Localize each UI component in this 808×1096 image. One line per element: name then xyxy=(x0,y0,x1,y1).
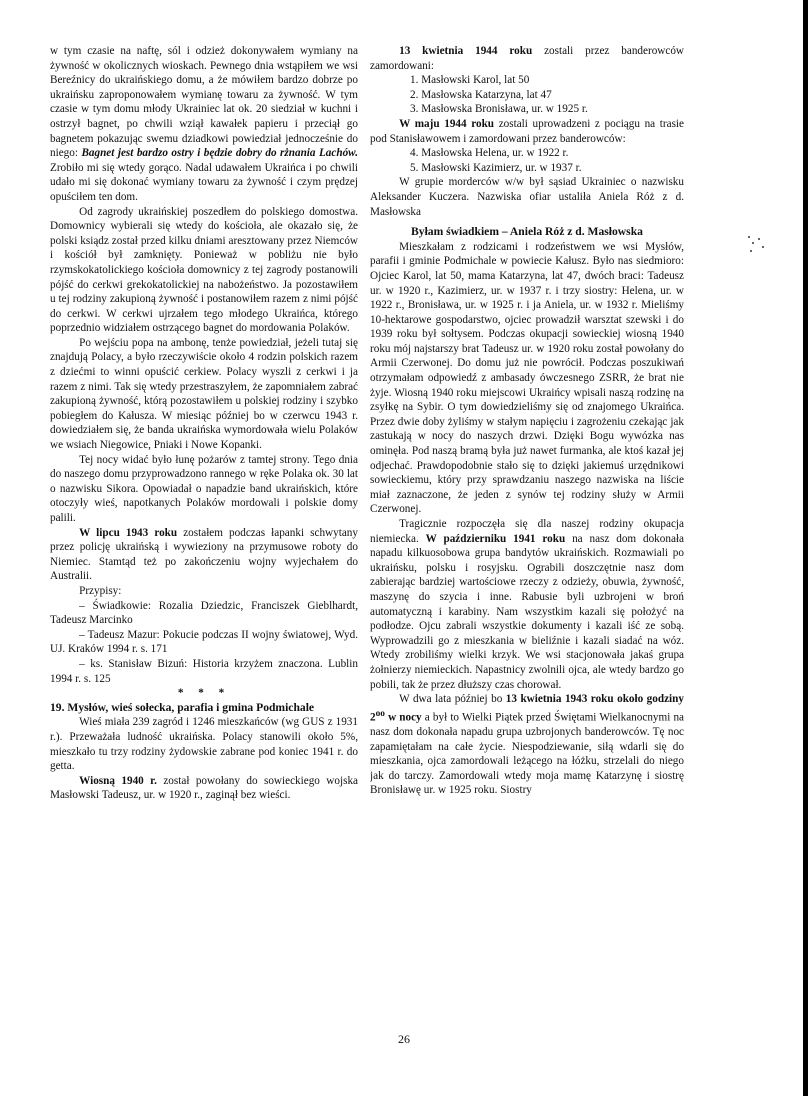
paragraph: Od zagrody ukraińskiej poszedłem do polskiego domostwa. Domownicy wybierali się wtedy do kościoła, ale okazało się, że polski ksiądz został przed kilku dniami aresztowany przez Niemców i kościół był zamknięty. Ponieważ w pobliżu nie było rzymskokatolickiego kościoła domownicy z tej zagrody postanowili pójść do cerkwi grekokatolickiej na nabożeństwo. Ja pozostawiłem u tej rodziny zakupioną żywność i postanowiłem razem z nimi pójść do cerkwi. W cerkwi ujrzałem tego młodego Ukraińca, którego poprzednio widziałem ostrzącego bagnet do mordowania Polaków. xyxy=(50,205,358,335)
text: w tym czasie na naftę, sól i odzież dokonywałem wymiany na żywność w okolicznych wioskach. Pewnego dnia wstąpiłem we wsi Bereźnicy do ukraińskiego domu, a że mówiłem bardzo dobrze po ukraińsku zaproponowałem wymianę towaru za żywność. W tym czasie w tym domu młody Ukrainiec lat ok. 20 siedział w kuchni i ostrzył bagnet, po chwili wziął kawałek papieru i przeciął go bagnetem pokazując swemu dziadkowi powiedział jednocześnie do niego: xyxy=(50,45,358,160)
list-item: 5. Masłowski Kazimierz, ur. w 1937 r. xyxy=(410,161,582,174)
page-number: 26 xyxy=(398,1032,410,1046)
witness-heading: Byłam świadkiem – Aniela Róż z d. Masłowska xyxy=(411,225,643,239)
paragraph: Mieszkałam z rodzicami i rodzeństwem we wsi Mysłów, parafii i gminie Podmichale w powiecie Kałusz. Było nas siedmioro: Ojciec Karol, lat 50, mama Katarzyna, lat 47, dwóch braci: Tadeusz ur. w 1920 r., Kazimierz, ur. w 1937 r. i trzy siostry: Helena, ur. w 1922 r., Bronisława, ur. w 1925 r. i ja Aniela, ur. w 1932 r. Mieliśmy 10-hektarowe gospodarstwo, ojciec prowadził warsztat szewski i do 1939 roku był sołtysem. Podczas okupacji sowieckiej wiosną 1940 roku mój najstarszy brat Tadeusz ur. w 1920 roku został powołany do Armii Czerwonej. Do domu już nie powrócił. Podczas poszukiwań otrzymałam odpowiedź z ambasady ówczesnego ZSRR, że brat nie żyje. Wiosną 1940 roku miejscowi Ukraińcy wpisali naszą rodzinę na zsyłkę na Sybir. O tym dowiedzieliśmy się od znajomego Ukraińca. Przez dwie doby żyliśmy w stałym napięciu i zagrożeniu czekając jak zastukają w nocy do naszych drzwi. Dzięki Bogu wywózka nas ominęła. Pod naszą bramą była już nawet furmanka, ale ktoś kazał jej odjechać. Prawdopodobnie stało się to dzięki jakiemuś urzędnikowi sowieckiemu, który przy sprawdzaniu naszego nazwiska na liście miał zaznaczone, że jeden z synów tej rodziny służy w Armii Czerwonej. xyxy=(370,240,684,516)
paragraph xyxy=(370,517,684,692)
footnote: – Świadkowie: Rozalia Dziedzic, Franciszek Gieblhardt, Tadeusz Marcinko xyxy=(50,599,358,627)
right-column xyxy=(370,44,684,1044)
scan-edge xyxy=(803,0,808,1096)
text: a był to Wielki Piątek przed Świętami Wielkanocnymi na nasz dom dokonała napadu grupa uzbrojonych banderowców. Tę noc zapamiętałam na całe życie. Niespodziewanie, siłą wdarli się do mieszkania, ojca zamordowali leżącego na łóżku, strzelali do niego jak do tarczy. Zamordowali wtedy moja mamę Katarzynę i siostrę Bronisławę ur. w 1925 roku. Siostry xyxy=(370,711,684,797)
paragraph xyxy=(370,692,684,798)
date-emphasis: W maju 1944 roku xyxy=(399,117,495,130)
date-emphasis: 13 kwietnia 1943 roku około godziny 2 xyxy=(370,693,684,724)
victims-list xyxy=(370,73,684,117)
footnotes-title: Przypisy: xyxy=(79,584,122,597)
section-heading: 19. Mysłów, wieś sołecka, parafia i gmina Podmichale xyxy=(50,700,315,714)
date-emphasis: W lipcu 1943 roku xyxy=(79,526,178,539)
list-item: 3. Masłowska Bronisława, ur. w 1925 r. xyxy=(410,103,588,116)
text: Tragicznie rozpoczęła się dla naszej rodziny okupacja niemiecka. xyxy=(370,518,684,545)
list-item: 2. Masłowska Katarzyna, lat 47 xyxy=(410,88,552,101)
footnote: – ks. Stanisław Bizuń: Historia krzyżem znaczona. Lublin 1994 r. s. 125 xyxy=(50,657,358,685)
section-separator: * * * xyxy=(177,687,231,700)
text: zostałem podczas łapanki schwytany przez policję ukraińską i wywieziony na przymusowe roboty do Niemiec. Stamtąd też po zakończeniu wojny wyjechałem do Australii. xyxy=(50,526,358,583)
paragraph: W grupie morderców w/w był sąsiad Ukrainiec o nazwisku Aleksander Kuczera. Nazwiska ofiar ustaliła Aniela Róż z d. Masłowska xyxy=(370,176,684,218)
time-emphasis: w nocy xyxy=(388,711,422,724)
paragraph xyxy=(50,44,358,205)
paragraph xyxy=(370,117,684,146)
text: został powołany do sowieckiego wojska Masłowski Tadeusz, ur. w 1920 r., zaginął bez wieści. xyxy=(50,774,358,802)
victims-list-2 xyxy=(370,146,684,175)
paragraph: Tej nocy widać było łunę pożarów z tamtej strony. Tego dnia do naszego domu przyprowadzono rannego w ręke Polaka ok. 30 lat o nazwisku Sikora. Opowiadał o napadzie band ukraińskich, które otoczyły wieś, napotkanych Polaków mordowali i polskie domy palili. xyxy=(50,453,358,524)
date-emphasis: Wiosną 1940 r. xyxy=(79,774,157,787)
text: W dwa lata później bo xyxy=(399,693,503,706)
text: na nasz dom dokonała napadu kilkuosobowa grupa bandytów ukraińskich. Rozmawiali po ukraińsku, polsku i rosyjsku. Ograbili doszczętnie nasz dom zabierając bardziej wartościowe rzeczy z odzieży, obuwia, żywność, maszynę do szycia i inne. Rabusie byli uzbrojeni w broń automatyczną i karabiny. Nam wszystkim kazali się położyć na podłodze. Ojcu zabrali wszystkie dokumenty i kazali iść ze sobą. Wyprowadzili go z mieszkania w bieliźnie i kazali siadać na wóz. Wtedy zrobiliśmy wielki krzyk. We wsi stacjonowała jakaś grupa żołnierzy niemieckich. Napastnicy zwolnili ojca, ale wtedy bardzo go pobili, tak że przez dłuższy czas chorował. xyxy=(370,532,684,691)
text: zostali uprowadzeni z pociągu na trasie pod Stanisławowem i zamordowani przez banderowców: xyxy=(370,117,684,145)
paragraph: Po wejściu popa na ambonę, tenże powiedział, jeżeli tutaj się znajdują Polacy, a było rzeczywiście około 4 rodzin polskich razem z dziećmi to winni opuścić cerkiew. Polacy wyszli z cerkwi i ja razem z nimi. Tak się wtedy przestraszyłem, że zapomniałem zabrać zakupioną żywność, którą pozostawiłem u polskiej rodziny i szybko pobiegłem do Kałusza. W miesiąc później bo w czerwcu 1943 r. dowiedziałem się, że banda ukraińska wymordowała wielu Polaków we wsiach Niegowice, Pniaki i Nowe Kopanki. xyxy=(50,336,358,452)
paragraph: Wieś miała 239 zagród i 1246 mieszkańców (wg GUS z 1931 r.). Przeważała ludność ukraińska. Polacy stanowili około 5%, mieszkało tu trzy rodziny żydowskie zabrane pod koniec 1941 r. do getta. xyxy=(50,716,358,773)
date-emphasis: 13 kwietnia 1944 roku xyxy=(399,45,533,57)
paragraph xyxy=(50,526,358,584)
footnote: – Tadeusz Mazur: Pokucie podczas II wojny światowej, Wyd. UJ. Kraków 1994 r. s. 171 xyxy=(50,628,358,656)
list-item: 1. Masłowski Karol, lat 50 xyxy=(410,74,530,87)
quote: Bagnet jest bardzo ostry i będzie dobry do rżnania Lachów. xyxy=(81,147,358,160)
left-column xyxy=(50,44,358,1044)
text: Zrobiło mi się wtedy gorąco. Nadal udawałem Ukraińca i po chwili udało mi się dokonać wymiany towaru za żywność i czym prędzej opuściłem ten dom. xyxy=(50,161,358,203)
paragraph xyxy=(370,44,684,73)
paragraph xyxy=(50,774,358,803)
list-item: 4. Masłowska Helena, ur. w 1922 r. xyxy=(410,147,569,160)
text: zostali przez banderowców zamordowani: xyxy=(370,45,684,72)
date-emphasis: W październiku 1941 roku xyxy=(425,532,566,545)
superscript: oo xyxy=(375,708,385,719)
